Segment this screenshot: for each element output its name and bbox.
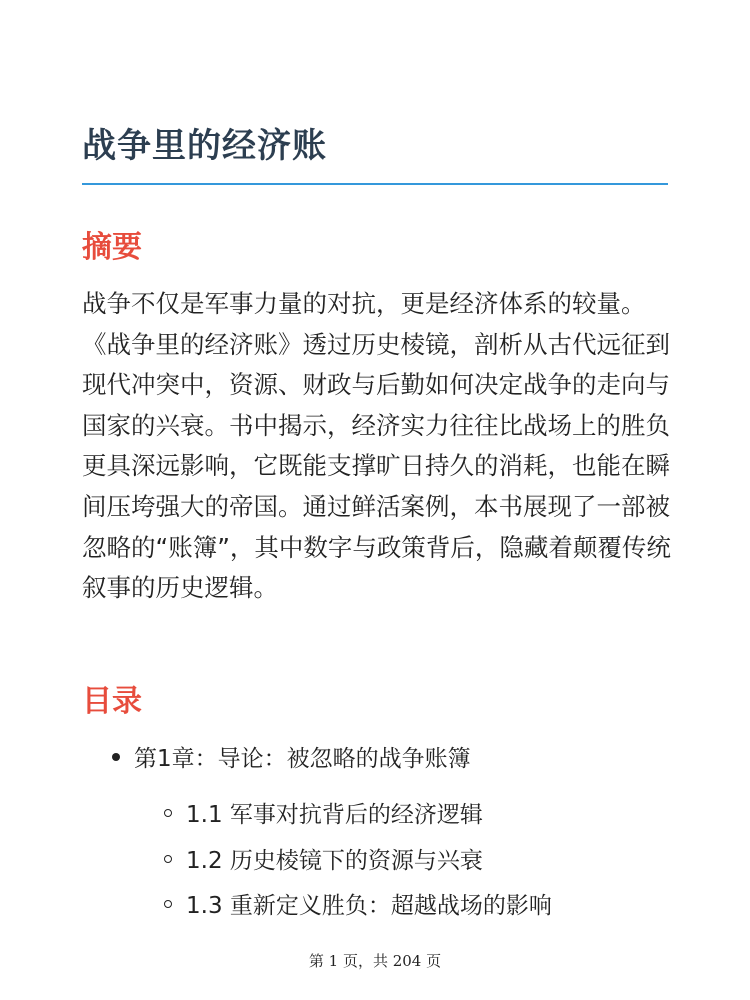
toc-section-item — [164, 842, 483, 875]
toc-chapter-item — [112, 740, 471, 773]
abstract-heading: 摘要 — [82, 230, 142, 265]
toc-section-item — [164, 796, 483, 829]
abstract-paragraph: 战争不仅是军事力量的对抗，更是经济体系的较量。《战争里的经济账》透过历史棱镜，剖析从古代远征到现代冲突中，资源、财政与后勤如何决定战争的走向与国家的兴衰。书中揭示，经济实力往往比战场上的胜负更具深远影响，它既能支撑旷日持久的消耗，也能在瞬间压垮强大的帝国。通过鲜活案例，本书展现了一部被忽略的“账簿”，其中数字与政策背后，隐藏着颠覆传统叙事的历史逻辑。 — [82, 289, 671, 603]
bullet-circle-icon — [164, 809, 172, 817]
bullet-disc-icon — [112, 753, 120, 761]
toc-section-label: 1.1 军事对抗背后的经济逻辑 — [186, 802, 483, 828]
toc-section-item — [164, 887, 552, 920]
page-number-footer: 第 1 页，共 204 页 — [308, 952, 442, 970]
document-title: 战争里的经济账 — [82, 126, 327, 166]
toc-chapter-label: 第1章：导论：被忽略的战争账簿 — [134, 746, 471, 772]
bullet-circle-icon — [164, 900, 172, 908]
toc-heading: 目录 — [82, 684, 142, 719]
toc-section-label: 1.3 重新定义胜负：超越战场的影响 — [186, 893, 552, 919]
title-divider — [82, 183, 668, 185]
bullet-circle-icon — [164, 855, 172, 863]
toc-section-label: 1.2 历史棱镜下的资源与兴衰 — [186, 848, 483, 874]
